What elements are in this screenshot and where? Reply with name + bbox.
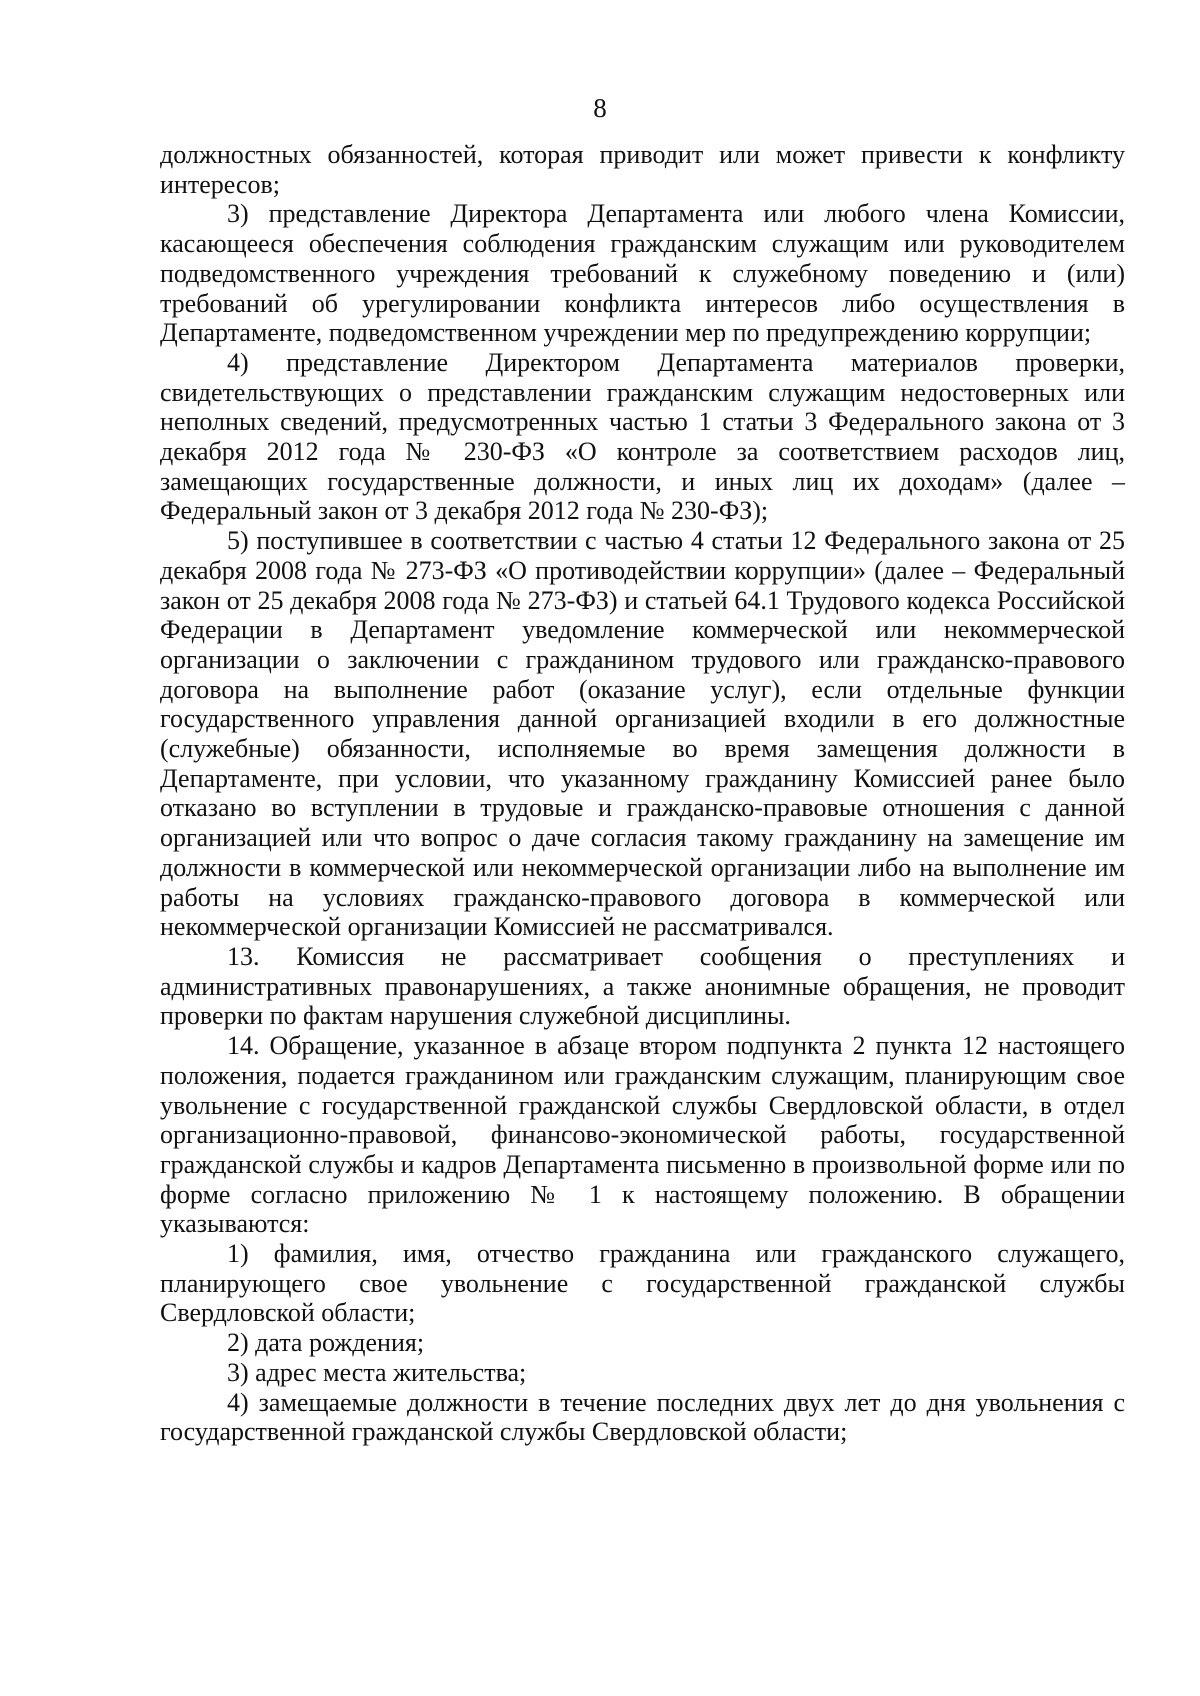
document-body bbox=[160, 140, 1125, 1447]
paragraph-continuation: должностных обязанностей, которая приводит или может привести к конфликту интересов; bbox=[160, 140, 1125, 199]
page-number: 8 bbox=[593, 93, 607, 123]
paragraph-subitem-2: 2) дата рождения; bbox=[227, 1328, 425, 1358]
paragraph-item-5: 5) поступившее в соответствии с частью 4 статьи 12 Федерального закона от 25 декабря 2008 года № 273-ФЗ «О противодействии коррупции» (далее – Федеральный закон от 25 декабря 2008 года № 273-ФЗ) и статьей 64.1 Трудового кодекса Российской Федерации в Департамент уведомление коммерческой или некоммерческой организации о заключении с гражданином трудового или гражданско-правового договора на выполнение работ (оказание услуг), если отдельные функции государственного управления данной организацией входили в его должностные (служебные) обязанности, исполняемые во время замещения должности в Департаменте, при условии, что указанному гражданину Комиссией ранее было отказано во вступлении в трудовые и гражданско-правовые отношения с данной организацией или что вопрос о даче согласия такому гражданину на замещение им должности в коммерческой или некоммерческой организации либо на выполнение им работы на условиях гражданско-правового договора в коммерческой или некоммерческой организации Комиссией не рассматривался. bbox=[160, 526, 1125, 942]
paragraph-item-3: 3) представление Директора Департамента или любого члена Комиссии, касающееся обеспечения соблюдения гражданским служащим или руководителем подведомственного учреждения требований к служебному поведению и (или) требований об урегулировании конфликта интересов либо осуществления в Департаменте, подведомственном учреждении мер по предупреждению коррупции; bbox=[160, 199, 1125, 348]
paragraph-item-4: 4) представление Директором Департамента материалов проверки, свидетельствующих о представлении гражданским служащим недостоверных или неполных сведений, предусмотренных частью 1 статьи 3 Федерального закона от 3 декабря 2012 года № 230-ФЗ «О контроле за соответствием расходов лиц, замещающих государственные должности, и иных лиц их доходам» (далее – Федеральный закон от 3 декабря 2012 года № 230-ФЗ); bbox=[160, 347, 1125, 526]
paragraph-subitem-3: 3) адрес места жительства; bbox=[227, 1357, 527, 1387]
paragraph-subitem-1: 1) фамилия, имя, отчество гражданина или гражданского служащего, планирующего свое увольнение с государственной гражданской службы Свердловской области; bbox=[160, 1239, 1125, 1328]
paragraph-clause-13: 13. Комиссия не рассматривает сообщения о преступлениях и административных правонарушениях, а также анонимные обращения, не проводит проверки по фактам нарушения служебной дисциплины. bbox=[160, 941, 1125, 1031]
paragraph-clause-14: 14. Обращение, указанное в абзаце втором подпункта 2 пункта 12 настоящего положения, подается гражданином или гражданским служащим, планирующим свое увольнение с государственной гражданской службы Свердловской области, в отдел организационно-правовой, финансово-экономической работы, государственной гражданской службы и кадров Департамента письменно в произвольной форме или по форме согласно приложению № 1 к настоящему положению. В обращении указываются: bbox=[160, 1031, 1125, 1239]
paragraph-subitem-4: 4) замещаемые должности в течение последних двух лет до дня увольнения с государственной гражданской службы Свердловской области; bbox=[160, 1387, 1125, 1447]
